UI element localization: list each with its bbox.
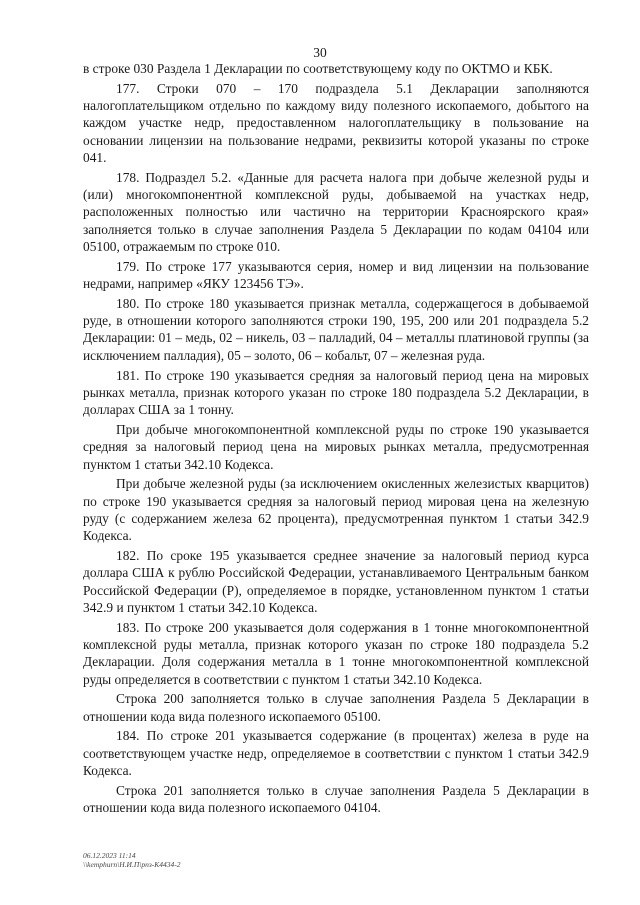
paragraph-184-note: Строка 201 заполняется только в случае заполнения Раздела 5 Декларации в отношении кода вида полезного ископаемого 04104. [83,782,589,816]
footer-file-path: \\kemphurn\Н.И.П\рпз-К4434-2 [83,860,181,869]
footer-date: 06.12.2023 11:14 [83,851,136,860]
document-body [83,60,589,819]
paragraph-182: 182. По сроке 195 указывается среднее значение за налоговый период курса доллара США к рублю Российской Федерации, устанавливаемого Центральным банком Российской Федерации (Р), определяемое в порядке, установленном пунктом 1 статьи 342.9 и пунктом 1 статьи 342.10 Кодекса. [83,548,589,615]
page-number: 30 [313,45,327,60]
paragraph-179: 179. По строке 177 указываются серия, номер и вид лицензии на пользование недрами, например «ЯКУ 123456 ТЭ». [83,258,589,292]
paragraph-183-note: Строка 200 заполняется только в случае заполнения Раздела 5 Декларации в отношении кода вида полезного ископаемого 05100. [83,691,589,724]
document-footer [83,851,180,869]
paragraph-178: 178. Подраздел 5.2. «Данные для расчета налога при добыче железной руды и (или) многокомпонентной комплексной руды, добываемой на участках недр, расположенных полностью или частично на территории Красноярского края» заполняется только в случае заполнения Раздела 5 Декларации по кодам 04104 или 05100, отражаемым по строке 010. [83,169,589,254]
paragraph-184: 184. По строке 201 указывается содержание (в процентах) железа в руде на соответствующем участке недр, определяемое в соответствии с пунктом 1 статьи 342.9 Кодекса. [83,728,589,779]
paragraph-180: 180. По строке 180 указывается признак металла, содержащегося в добываемой руде, в отношении которого заполняются строки 190, 195, 200 или 201 подраздела 5.2 Декларации: 01 – медь, 02 – никель, 03 – палладий, 04 – металлы платиновой группы (за исключением палладия), 05 – золото, 06 – кобальт, 07 – железная руда. [83,295,589,363]
paragraph-181: 181. По строке 190 указывается средняя за налоговый период цена на мировых рынках металла, признак которого указан по строке 180 подраздела 5.2 Декларации, в долларах США за 1 тонну. [83,367,589,418]
paragraph-181-complex-ore: При добыче многокомпонентной комплексной руды по строке 190 указывается средняя за налоговый период цена на мировых рынках металла, предусмотренная пунктом 1 статьи 342.10 Кодекса. [83,421,589,472]
paragraph-183: 183. По строке 200 указывается доля содержания в 1 тонне многокомпонентной комплексной руды металла, признак которого указан по строке 180 подраздела 5.2 Декларации. Доля содержания металла в 1 тонне многокомпонентной комплексной руды определяется в соответствии с пунктом 1 статьи 342.10 Кодекса. [83,619,589,687]
paragraph-176-continuation: в строке 030 Раздела 1 Декларации по соответствующему коду по ОКТМО и КБК. [83,61,553,76]
paragraph-181-iron-ore: При добыче железной руды (за исключением окисленных железистых кварцитов) по строке 190 указывается средняя за налоговый период мировая цена на железную руду (с содержанием железа 62 процента), предусмотренная пунктом 1 статьи 342.9 Кодекса. [83,476,589,544]
paragraph-177: 177. Строки 070 – 170 подраздела 5.1 Декларации заполняются налогоплательщиком отдельно по каждому виду полезного ископаемого, добытого на каждом участке недр, предоставленном налогоплательщику в пользование на основании лицензии на пользование недрами, реквизиты которой указаны по строке 041. [83,80,589,165]
